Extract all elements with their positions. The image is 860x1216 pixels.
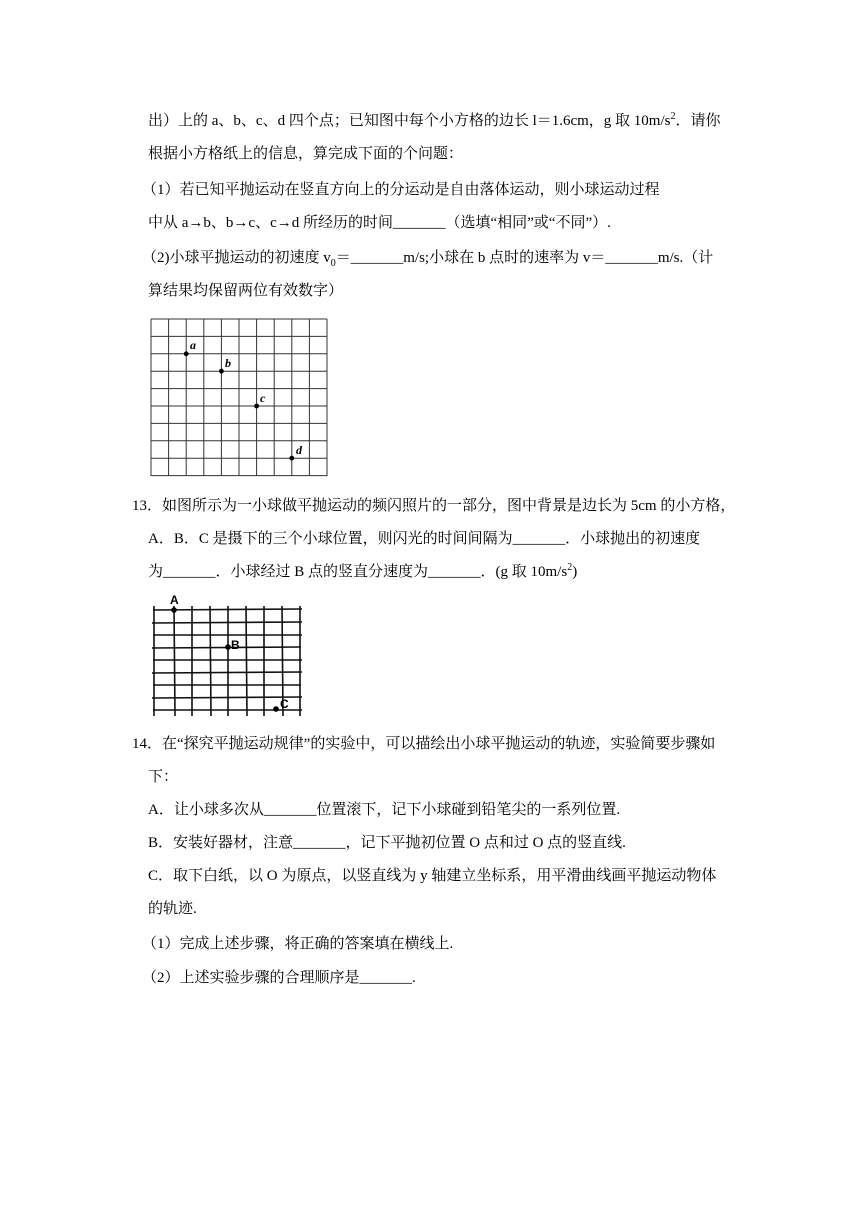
p12-question-2-line-1 (142, 248, 713, 270)
svg-text:c: c (260, 391, 266, 405)
p12-question-1-line-1: （1）若已知平抛运动在竖直方向上的分运动是自由落体运动，则小球运动过程 (142, 182, 660, 198)
p12-q2-tail: ＝_______m/s;小球在 b 点时的速率为 v＝_______m/s.（计 (335, 250, 714, 266)
svg-text:A: A (170, 593, 179, 607)
p12-q2-subscript: 0 (330, 258, 336, 269)
svg-text:d: d (296, 443, 302, 457)
svg-text:C: C (280, 697, 289, 711)
svg-text:a: a (190, 338, 196, 352)
p13-text-line-2: A．B．C 是摄下的三个小球位置，则闪光的时间间隔为_______．小球抛出的初速度 (148, 531, 701, 547)
p12-line1-tail: ．请你 (675, 113, 721, 129)
p14-step-a: A．让小球多次从_______位置滚下，记下小球碰到铅笔尖的一系列位置. (148, 802, 621, 818)
p13-photo-point-c (273, 697, 289, 712)
p13-flash-photo-figure (150, 592, 305, 722)
p13-text-line-1: 13．如图所示为一小球做平抛运动的频闪照片的一部分，图中背景是边长为 5cm 的小方格， (132, 498, 736, 514)
p13-line3-superscript: 2 (567, 562, 573, 573)
p14-step-c-line-1: C．取下白纸，以 O 为原点，以竖直线为 y 轴建立坐标系，用平滑曲线画平抛运动物体 (148, 868, 717, 884)
p12-line1-text: 出）上的 a、b、c、d 四个点；已知图中每个小方格的边长 l＝1.6cm，g 取 10m/s (148, 113, 671, 129)
p12-text-line-1 (148, 111, 721, 133)
p14-question-1: （1）完成上述步骤，将正确的答案填在横线上. (142, 936, 454, 952)
p12-text-line-2: 根据小方格纸上的信息，算完成下面的个问题： (148, 146, 464, 162)
p12-question-1-line-2: 中从 a→b、b→c、c→d 所经历的时间_______（选填“相同”或“不同”）. (148, 215, 611, 231)
p13-line3-tail: ) (572, 564, 578, 580)
p14-text-line-1: 14．在“探究平抛运动规律”的实验中，可以描绘出小球平抛运动的轨迹，实验简要步骤如 (132, 736, 716, 752)
p14-step-b: B．安装好器材，注意_______，记下平抛初位置 O 点和过 O 点的竖直线. (148, 835, 626, 851)
p12-q2-text: （2)小球平抛运动的初速度 v (142, 250, 331, 266)
p13-text-line-3 (148, 562, 577, 584)
p12-line1-superscript: 2 (670, 111, 676, 122)
p12-grid-figure (150, 318, 330, 480)
p14-text-line-2: 下： (148, 769, 179, 785)
p14-question-2: （2）上述实验步骤的合理顺序是_______. (142, 970, 416, 986)
svg-text:B: B (231, 638, 240, 652)
p12-question-2-line-2: 算结果均保留两位有效数字） (148, 283, 344, 299)
p14-step-c-line-2: 的轨迹. (148, 901, 197, 917)
svg-text:b: b (225, 356, 231, 370)
p13-line3-text: 为_______．小球经过 B 点的竖直分速度为_______．(g 取 10m/s (148, 564, 568, 580)
